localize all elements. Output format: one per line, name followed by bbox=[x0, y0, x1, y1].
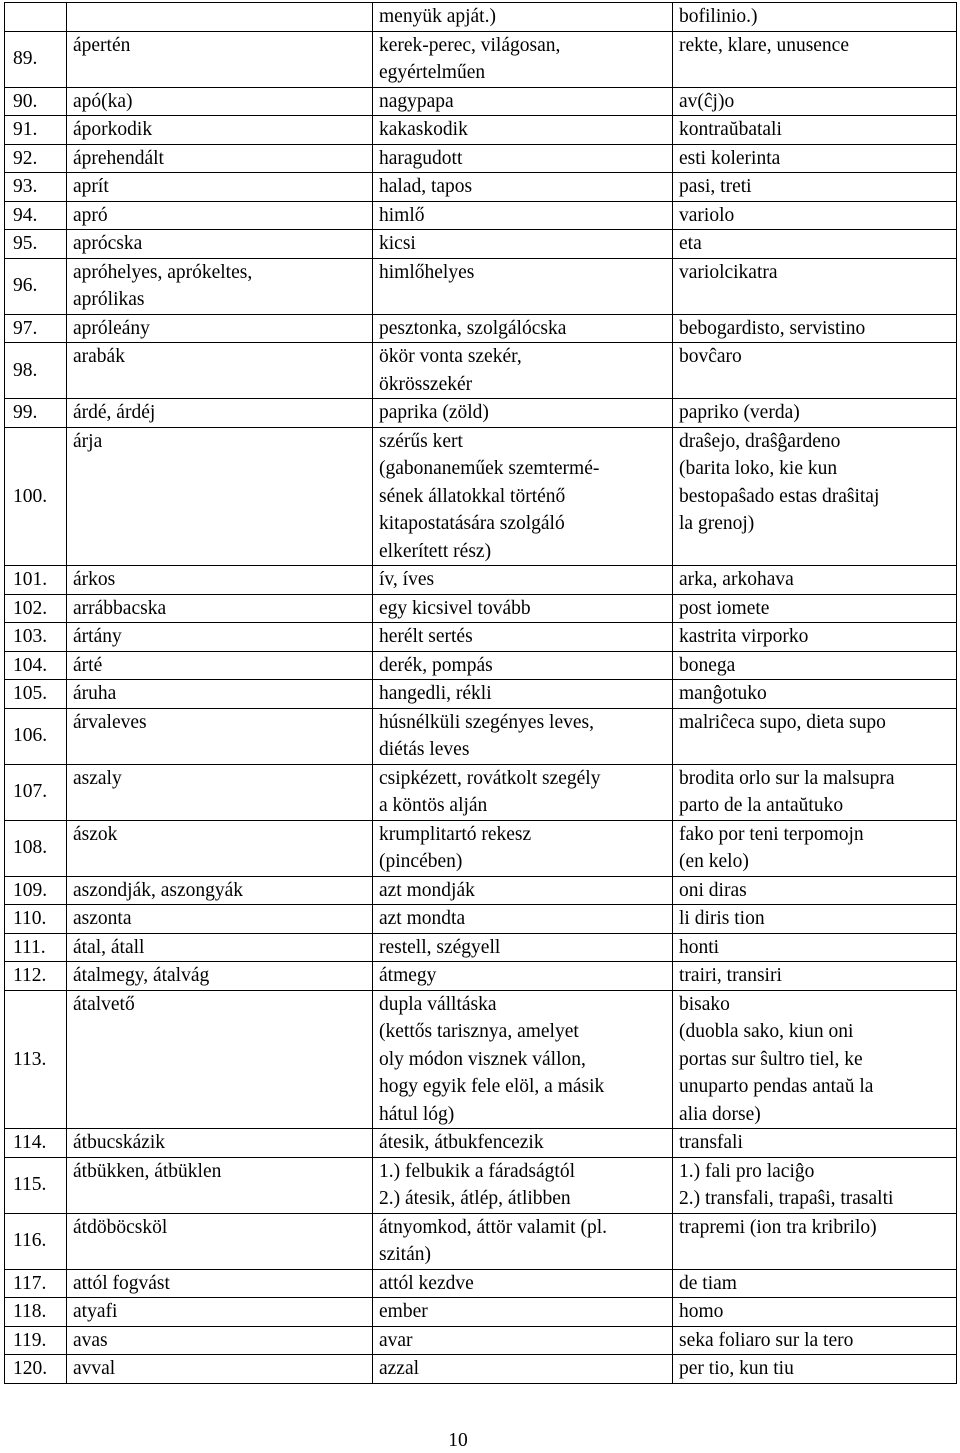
hungarian-term: aszondják, aszongyák bbox=[67, 876, 373, 905]
hungarian-meaning: 1.) felbukik a fáradságtól 2.) átesik, átlép, átlibben bbox=[373, 1157, 673, 1213]
esperanto-meaning: homo bbox=[673, 1298, 957, 1327]
table-row bbox=[5, 258, 957, 314]
hungarian-term: avas bbox=[67, 1326, 373, 1355]
hungarian-term: aprócska bbox=[67, 230, 373, 259]
hungarian-meaning: ív, íves bbox=[373, 566, 673, 595]
esperanto-meaning: oni diras bbox=[673, 876, 957, 905]
esperanto-meaning: arka, arkohava bbox=[673, 566, 957, 595]
hungarian-meaning: himlőhelyes bbox=[373, 258, 673, 314]
hungarian-meaning: restell, szégyell bbox=[373, 933, 673, 962]
entry-number: 89. bbox=[5, 31, 67, 87]
table-row bbox=[5, 594, 957, 623]
entry-number: 100. bbox=[5, 427, 67, 566]
esperanto-meaning: de tiam bbox=[673, 1269, 957, 1298]
hungarian-meaning: kakaskodik bbox=[373, 116, 673, 145]
table-row bbox=[5, 905, 957, 934]
esperanto-meaning: bebogardisto, servistino bbox=[673, 314, 957, 343]
hungarian-meaning: azt mondta bbox=[373, 905, 673, 934]
entry-number: 112. bbox=[5, 962, 67, 991]
esperanto-meaning: av(ĉj)o bbox=[673, 87, 957, 116]
entry-number: 102. bbox=[5, 594, 67, 623]
table-row bbox=[5, 962, 957, 991]
entry-number: 118. bbox=[5, 1298, 67, 1327]
hungarian-meaning: ökör vonta szekér, ökrösszekér bbox=[373, 343, 673, 399]
table-row bbox=[5, 3, 957, 32]
esperanto-meaning: seka foliaro sur la tero bbox=[673, 1326, 957, 1355]
table-row bbox=[5, 314, 957, 343]
table-row bbox=[5, 399, 957, 428]
hungarian-term: avval bbox=[67, 1355, 373, 1384]
entry-number: 93. bbox=[5, 173, 67, 202]
hungarian-term: átalmegy, átalvág bbox=[67, 962, 373, 991]
entry-number: 99. bbox=[5, 399, 67, 428]
entry-number: 90. bbox=[5, 87, 67, 116]
esperanto-meaning: per tio, kun tiu bbox=[673, 1355, 957, 1384]
entry-number: 95. bbox=[5, 230, 67, 259]
hungarian-meaning: szérűs kert (gabonaneműek szemtermé- sének állatokkal történő kitapostatására szolgáló elkerített rész) bbox=[373, 427, 673, 566]
esperanto-meaning: bisako (duobla sako, kiun oni portas sur ŝultro tiel, ke unuparto pendas antaŭ la alia dorse) bbox=[673, 990, 957, 1129]
hungarian-meaning: kerek-perec, világosan, egyértelműen bbox=[373, 31, 673, 87]
hungarian-term: aszonta bbox=[67, 905, 373, 934]
esperanto-meaning: fako por teni terpomojn (en kelo) bbox=[673, 820, 957, 876]
esperanto-meaning: variolcikatra bbox=[673, 258, 957, 314]
dictionary-rows bbox=[5, 3, 957, 1384]
table-row bbox=[5, 427, 957, 566]
esperanto-meaning: papriko (verda) bbox=[673, 399, 957, 428]
hungarian-term: arabák bbox=[67, 343, 373, 399]
entry-number: 114. bbox=[5, 1129, 67, 1158]
hungarian-term: árja bbox=[67, 427, 373, 566]
hungarian-term: attól fogvást bbox=[67, 1269, 373, 1298]
hungarian-meaning: átesik, átbukfencezik bbox=[373, 1129, 673, 1158]
hungarian-term: aszaly bbox=[67, 764, 373, 820]
entry-number: 94. bbox=[5, 201, 67, 230]
table-row bbox=[5, 116, 957, 145]
hungarian-meaning: átmegy bbox=[373, 962, 673, 991]
hungarian-term: ártány bbox=[67, 623, 373, 652]
hungarian-term: árkos bbox=[67, 566, 373, 595]
entry-number: 103. bbox=[5, 623, 67, 652]
entry-number: 92. bbox=[5, 144, 67, 173]
hungarian-meaning: krumplitartó rekesz (pincében) bbox=[373, 820, 673, 876]
hungarian-meaning: kicsi bbox=[373, 230, 673, 259]
hungarian-term bbox=[67, 3, 373, 32]
hungarian-term: átdöböcsköl bbox=[67, 1213, 373, 1269]
table-row bbox=[5, 201, 957, 230]
page-number: 10 bbox=[448, 1430, 468, 1451]
esperanto-meaning: trairi, transiri bbox=[673, 962, 957, 991]
esperanto-meaning: kontraŭbatali bbox=[673, 116, 957, 145]
table-row bbox=[5, 87, 957, 116]
hungarian-meaning: egy kicsivel tovább bbox=[373, 594, 673, 623]
esperanto-meaning: malriĉeca supo, dieta supo bbox=[673, 708, 957, 764]
table-row bbox=[5, 708, 957, 764]
hungarian-meaning: halad, tapos bbox=[373, 173, 673, 202]
hungarian-term: ászok bbox=[67, 820, 373, 876]
hungarian-term: átbükken, átbüklen bbox=[67, 1157, 373, 1213]
esperanto-meaning: rekte, klare, unusence bbox=[673, 31, 957, 87]
hungarian-meaning: himlő bbox=[373, 201, 673, 230]
table-row bbox=[5, 144, 957, 173]
hungarian-term: áporkodik bbox=[67, 116, 373, 145]
table-row bbox=[5, 820, 957, 876]
hungarian-term: ápertén bbox=[67, 31, 373, 87]
entry-number: 101. bbox=[5, 566, 67, 595]
entry-number: 106. bbox=[5, 708, 67, 764]
table-row bbox=[5, 990, 957, 1129]
hungarian-meaning: paprika (zöld) bbox=[373, 399, 673, 428]
table-row bbox=[5, 1298, 957, 1327]
hungarian-meaning: pesztonka, szolgálócska bbox=[373, 314, 673, 343]
hungarian-term: apró bbox=[67, 201, 373, 230]
entry-number: 120. bbox=[5, 1355, 67, 1384]
entry-number: 98. bbox=[5, 343, 67, 399]
hungarian-term: átal, átall bbox=[67, 933, 373, 962]
hungarian-meaning: azzal bbox=[373, 1355, 673, 1384]
entry-number: 91. bbox=[5, 116, 67, 145]
esperanto-meaning: variolo bbox=[673, 201, 957, 230]
esperanto-meaning: esti kolerinta bbox=[673, 144, 957, 173]
table-row bbox=[5, 230, 957, 259]
dictionary-table bbox=[4, 2, 957, 1384]
esperanto-meaning: bonega bbox=[673, 651, 957, 680]
entry-number: 96. bbox=[5, 258, 67, 314]
entry-number: 108. bbox=[5, 820, 67, 876]
hungarian-term: apó(ka) bbox=[67, 87, 373, 116]
hungarian-term: atyafi bbox=[67, 1298, 373, 1327]
hungarian-term: arrábbacska bbox=[67, 594, 373, 623]
hungarian-meaning: dupla válltáska (kettős tarisznya, amelyet oly módon visznek vállon, hogy egyik fele elöl, a másik hátul lóg) bbox=[373, 990, 673, 1129]
hungarian-meaning: húsnélküli szegényes leves, diétás leves bbox=[373, 708, 673, 764]
esperanto-meaning: manĝotuko bbox=[673, 680, 957, 709]
hungarian-meaning: hangedli, rékli bbox=[373, 680, 673, 709]
hungarian-meaning: herélt sertés bbox=[373, 623, 673, 652]
hungarian-meaning: attól kezdve bbox=[373, 1269, 673, 1298]
esperanto-meaning: trapremi (ion tra kribrilo) bbox=[673, 1213, 957, 1269]
hungarian-term: árvaleves bbox=[67, 708, 373, 764]
esperanto-meaning: draŝejo, draŝĝardeno (barita loko, kie kun bestopaŝado estas draŝitaj la grenoj) bbox=[673, 427, 957, 566]
esperanto-meaning: pasi, treti bbox=[673, 173, 957, 202]
table-row bbox=[5, 876, 957, 905]
esperanto-meaning: post iomete bbox=[673, 594, 957, 623]
hungarian-meaning: csipkézett, rovátkolt szegély a köntös alján bbox=[373, 764, 673, 820]
hungarian-term: árté bbox=[67, 651, 373, 680]
table-row bbox=[5, 1157, 957, 1213]
hungarian-term: áprehendált bbox=[67, 144, 373, 173]
hungarian-term: átalvető bbox=[67, 990, 373, 1129]
entry-number: 113. bbox=[5, 990, 67, 1129]
table-row bbox=[5, 764, 957, 820]
entry-number: 107. bbox=[5, 764, 67, 820]
hungarian-term: átbucskázik bbox=[67, 1129, 373, 1158]
hungarian-term: aprít bbox=[67, 173, 373, 202]
hungarian-term: apróleány bbox=[67, 314, 373, 343]
table-row bbox=[5, 623, 957, 652]
esperanto-meaning: 1.) fali pro laciĝo 2.) transfali, trapaŝi, trasalti bbox=[673, 1157, 957, 1213]
table-row bbox=[5, 343, 957, 399]
entry-number: 117. bbox=[5, 1269, 67, 1298]
entry-number: 109. bbox=[5, 876, 67, 905]
hungarian-term: árdé, árdéj bbox=[67, 399, 373, 428]
esperanto-meaning: eta bbox=[673, 230, 957, 259]
entry-number: 104. bbox=[5, 651, 67, 680]
table-row bbox=[5, 566, 957, 595]
entry-number: 97. bbox=[5, 314, 67, 343]
entry-number: 111. bbox=[5, 933, 67, 962]
table-row bbox=[5, 31, 957, 87]
entry-number: 105. bbox=[5, 680, 67, 709]
hungarian-meaning: avar bbox=[373, 1326, 673, 1355]
table-row bbox=[5, 651, 957, 680]
esperanto-meaning: kastrita virporko bbox=[673, 623, 957, 652]
esperanto-meaning: bovĉaro bbox=[673, 343, 957, 399]
hungarian-term: apróhelyes, aprókeltes, aprólikas bbox=[67, 258, 373, 314]
entry-number: 110. bbox=[5, 905, 67, 934]
esperanto-meaning: bofilinio.) bbox=[673, 3, 957, 32]
table-row bbox=[5, 1269, 957, 1298]
hungarian-meaning: derék, pompás bbox=[373, 651, 673, 680]
table-row bbox=[5, 933, 957, 962]
hungarian-meaning: nagypapa bbox=[373, 87, 673, 116]
hungarian-meaning: haragudott bbox=[373, 144, 673, 173]
table-row bbox=[5, 680, 957, 709]
hungarian-meaning: átnyomkod, áttör valamit (pl. szitán) bbox=[373, 1213, 673, 1269]
esperanto-meaning: li diris tion bbox=[673, 905, 957, 934]
hungarian-meaning: menyük apját.) bbox=[373, 3, 673, 32]
esperanto-meaning: transfali bbox=[673, 1129, 957, 1158]
hungarian-meaning: ember bbox=[373, 1298, 673, 1327]
table-row bbox=[5, 1355, 957, 1384]
entry-number: 119. bbox=[5, 1326, 67, 1355]
esperanto-meaning: brodita orlo sur la malsupra parto de la antaŭtuko bbox=[673, 764, 957, 820]
hungarian-term: áruha bbox=[67, 680, 373, 709]
table-row bbox=[5, 1213, 957, 1269]
entry-number bbox=[5, 3, 67, 32]
hungarian-meaning: azt mondják bbox=[373, 876, 673, 905]
entry-number: 115. bbox=[5, 1157, 67, 1213]
table-row bbox=[5, 173, 957, 202]
table-row bbox=[5, 1129, 957, 1158]
esperanto-meaning: honti bbox=[673, 933, 957, 962]
entry-number: 116. bbox=[5, 1213, 67, 1269]
table-row bbox=[5, 1326, 957, 1355]
